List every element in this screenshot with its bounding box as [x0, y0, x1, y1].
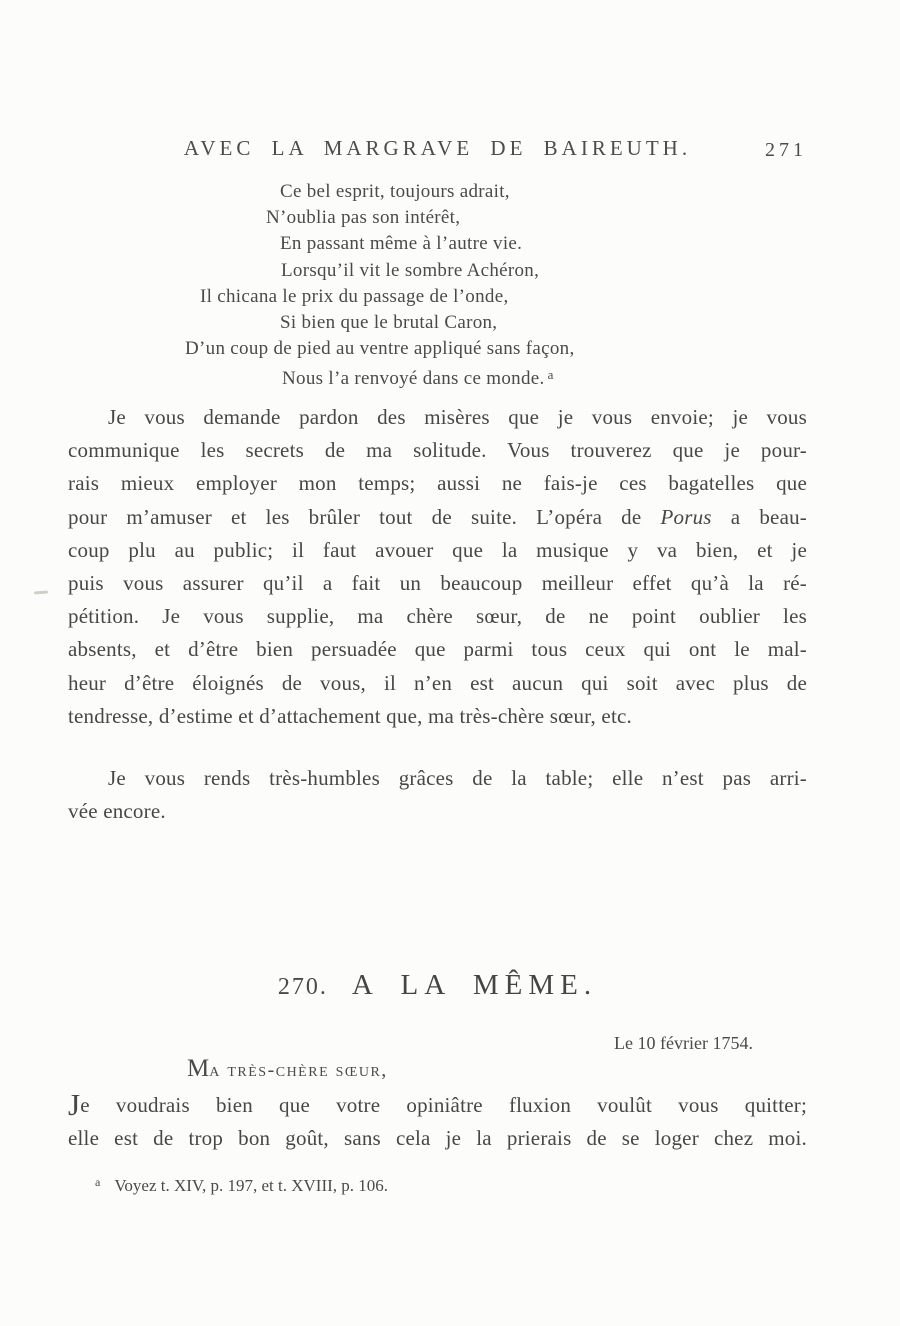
line-segment: e voudrais bien que votre opiniâtre fluxion voulût vous quitter; — [80, 1093, 807, 1117]
letter-paragraph — [68, 1089, 807, 1155]
paragraph-line — [68, 1089, 807, 1122]
footnote-text: Voyez t. XIV, p. 197, et t. XVIII, p. 106. — [114, 1176, 389, 1195]
poem-line: D’un coup de pied au ventre appliqué sans façon, — [185, 338, 575, 360]
paragraph-line: vée encore. — [68, 799, 166, 824]
footnote-text-wrap — [95, 1175, 807, 1196]
poem-line: Il chicana le prix du passage de l’onde, — [200, 285, 509, 307]
salutation — [68, 1055, 807, 1083]
drop-initial: J — [68, 1087, 81, 1122]
divider-rule — [352, 881, 523, 883]
section-divider — [68, 881, 807, 883]
poem-line-text: Nous l’a renvoyé dans ce monde. — [282, 368, 545, 390]
scan-artifact — [34, 591, 48, 595]
letter-date: Le 10 février 1754. — [614, 1033, 753, 1053]
paragraph-line: absents, et d’être bien persuadée que parmi tous ceux qui ont le mal- — [68, 637, 807, 662]
paragraph-line: pétition. Je vous supplie, ma chère sœur, de ne point oublier les — [68, 604, 807, 629]
poem-block — [68, 179, 807, 393]
paragraph-line: Je vous rends très-humbles grâces de la table; elle n’est pas arri- — [108, 766, 807, 790]
line-segment: pour m’amuser et les brûler tout de suite. L’opéra de — [68, 504, 661, 529]
footnote — [68, 1175, 807, 1196]
salutation-text — [187, 1055, 807, 1083]
paragraph-line: elle est de trop bon goût, sans cela je la prierais de se loger chez moi. — [68, 1126, 807, 1151]
letter-number: 270. — [277, 974, 328, 1000]
poem-line: Ce bel esprit, toujours adrait, — [280, 181, 510, 202]
page-number: 271 — [765, 139, 807, 161]
letter-paragraph — [68, 401, 807, 733]
paragraph-line: communique les secrets de ma solitude. Vous trouverez que je pour- — [68, 438, 807, 463]
poem-line: En passant même à l’autre vie. — [280, 233, 523, 255]
header-title: AVEC LA MARGRAVE DE BAIREUTH. — [183, 136, 692, 160]
line-segment: a beau- — [711, 504, 807, 529]
poem-line: N’oublia pas son intérêt, — [266, 207, 461, 229]
paragraph-line: coup plu au public; il faut avouer que la musique y va bien, et je — [68, 537, 807, 562]
footnote-marker: a — [95, 1175, 101, 1189]
letter-heading — [68, 969, 807, 1002]
salutation-initial: M — [187, 1055, 210, 1082]
poem-line — [282, 362, 807, 392]
running-header — [68, 136, 807, 166]
letter-paragraph — [68, 762, 807, 828]
italic-title: Porus — [660, 504, 712, 529]
paragraph-line: tendresse, d’estime et d’attachement que, ma très-chère sœur, etc. — [68, 703, 632, 728]
poem-line: Lorsqu’il vit le sombre Achéron, — [281, 259, 540, 281]
paragraph-line: rais mieux employer mon temps; aussi ne fais-je ces bagatelles que — [68, 471, 807, 496]
letter-title: A LA MÊME. — [351, 969, 598, 1001]
poem-line: Si bien que le brutal Caron, — [280, 312, 498, 334]
paragraph-line: heur d’être éloignés de vous, il n’en est aucun qui soit avec plus de — [68, 670, 807, 695]
paragraph-line: puis vous assurer qu’il a fait un beaucoup meilleur effet qu’à la ré- — [68, 571, 807, 596]
footnote-reference: a — [547, 367, 554, 383]
paragraph-line: Je vous demande pardon des misères que je vous envoie; je vous — [108, 405, 807, 429]
salutation-rest: a très-chère sœur, — [209, 1059, 388, 1081]
paragraph-line — [68, 501, 807, 534]
